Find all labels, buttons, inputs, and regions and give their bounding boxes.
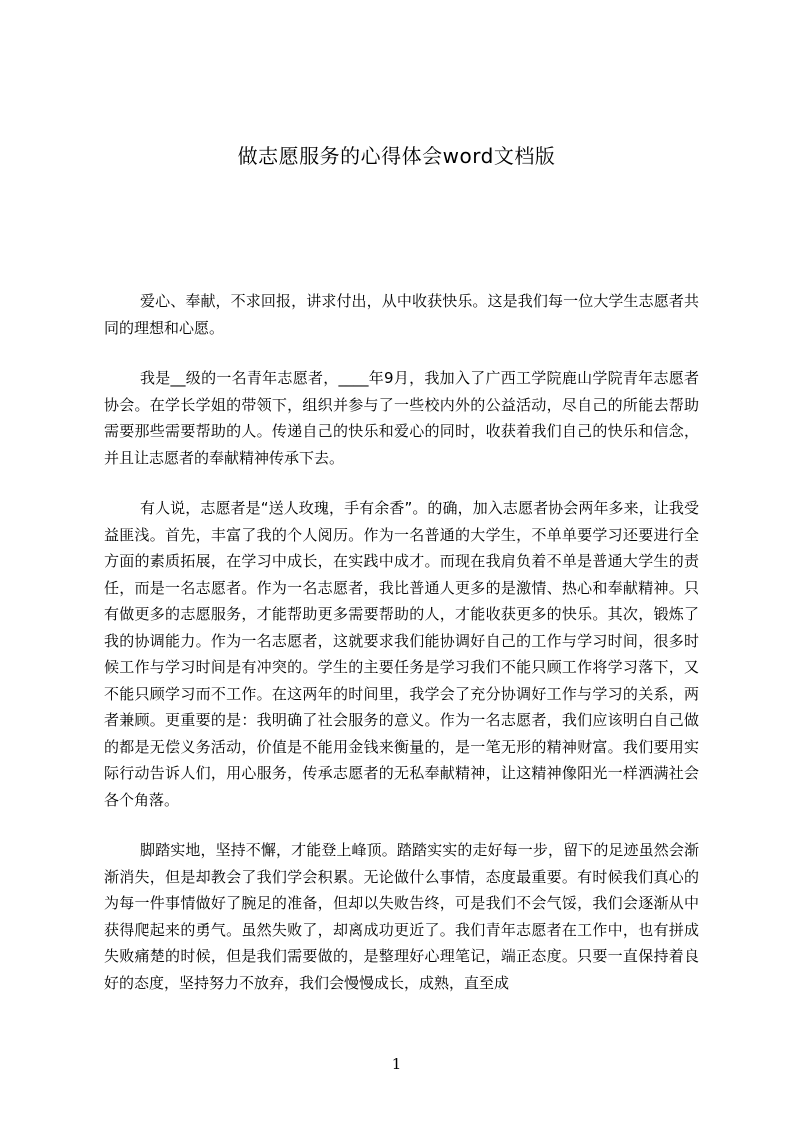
page-number: 1 bbox=[391, 1055, 402, 1073]
paragraph-intro: 爱心、奉献，不求回报，讲求付出，从中收获快乐。这是我们每一位大学生志愿者共同的理想和心愿。 bbox=[104, 292, 699, 337]
document-body bbox=[104, 288, 699, 996]
paragraph-joining: 我是__级的一名青年志愿者，____年9月，我加入了广西工学院鹿山学院青年志愿者协会。在学长学姐的带领下，组织并参与了一些校内外的公益活动，尽自己的所能去帮助需要那些需要帮助的人。传递自己的快乐和爱心的同时，收获着我们自己的快乐和信念，并且让志愿者的奉献精神传承下去。 bbox=[104, 369, 699, 467]
document-title: 做志愿服务的心得体会word文档版 bbox=[237, 144, 556, 168]
paragraph-benefits: 有人说，志愿者是“送人玫瑰，手有余香”。的确，加入志愿者协会两年多来，让我受益匪浅。首先，丰富了我的个人阅历。作为一名普通的大学生，不单单要学习还要进行全方面的素质拓展，在学习中成长，在实践中成才。而现在我肩负着不单是普通大学生的责任，而是一名志愿者。作为一名志愿者，我比普通人更多的是激情、热心和奉献精神。只有做更多的志愿服务，才能帮助更多需要帮助的人，才能收获更多的快乐。其次，锻炼了我的协调能力。作为一名志愿者，这就要求我们能协调好自己的工作与学习时间，很多时候工作与学习时间是有冲突的。学生的主要任务是学习我们不能只顾工作将学习落下，又不能只顾学习而不工作。在这两年的时间里，我学会了充分协调好工作与学习的关系，两者兼顾。更重要的是：我明确了社会服务的意义。作为一名志愿者，我们应该明白自己做的都是无偿义务活动，价值是不能用金钱来衡量的，是一笔无形的精神财富。我们要用实际行动告诉人们，用心服务，传承志愿者的无私奉献精神，让这精神像阳光一样洒满社会各个角落。 bbox=[104, 499, 699, 809]
paragraph-perseverance: 脚踏实地，坚持不懈，才能登上峰顶。踏踏实实的走好每一步，留下的足迹虽然会渐渐消失，但是却教会了我们学会积累。无论做什么事情，态度最重要。有时候我们真心的为每一件事情做好了腕足的准备，但却以失败告终，可是我们不会气馁，我们会逐渐从中获得爬起来的勇气。虽然失败了，却离成功更近了。我们青年志愿者在工作中，也有拼成失败痛楚的时候，但是我们需要做的，是整理好心理笔记，端正态度。只要一直保持着良好的态度，坚持努力不放弃，我们会慢慢成长，成熟，直至成 bbox=[104, 841, 699, 992]
